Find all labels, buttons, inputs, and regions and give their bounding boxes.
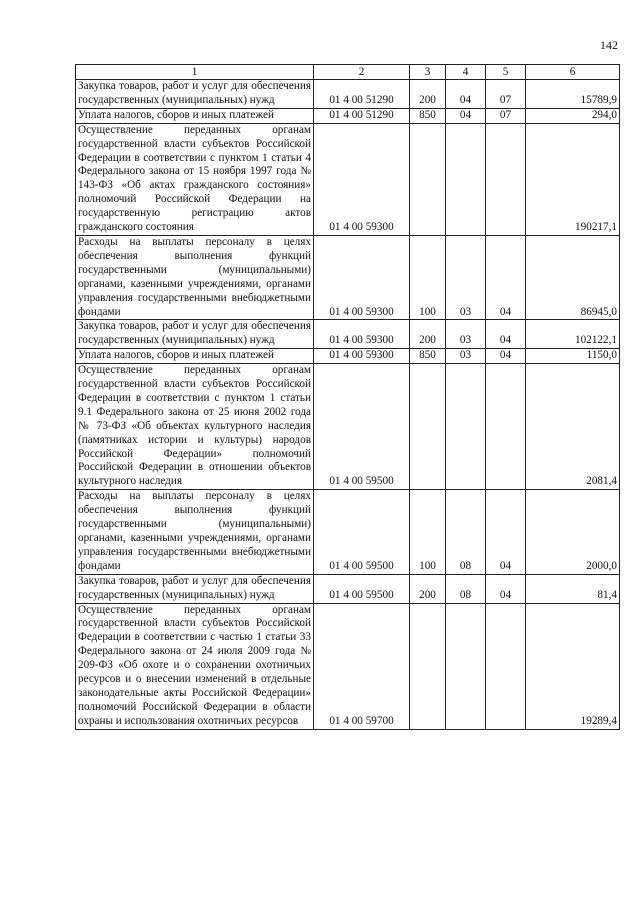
row-expense-type: 100	[410, 490, 446, 574]
row-section: 08	[446, 490, 486, 574]
table-row	[76, 123, 620, 235]
row-description: Закупка товаров, работ и услуг для обеспечения государственных (муниципальных) нужд	[76, 80, 314, 109]
row-subsection: 07	[486, 80, 526, 109]
row-target-code: 01 4 00 59500	[314, 364, 410, 490]
row-expense-type: 100	[410, 235, 446, 319]
row-target-code: 01 4 00 59500	[314, 490, 410, 574]
row-amount: 19289,4	[526, 603, 620, 729]
row-section	[446, 364, 486, 490]
row-amount: 2000,0	[526, 490, 620, 574]
row-target-code: 01 4 00 59300	[314, 123, 410, 235]
row-amount: 2081,4	[526, 364, 620, 490]
table-row	[76, 80, 620, 109]
row-subsection	[486, 364, 526, 490]
table-row	[76, 349, 620, 364]
column-header-2: 2	[314, 65, 410, 80]
row-description: Уплата налогов, сборов и иных платежей	[76, 349, 314, 364]
row-expense-type: 200	[410, 80, 446, 109]
row-description: Расходы на выплаты персоналу в целях обеспечения выполнения функций государственными (муниципальными) органами, казенными учреждениями, органами управления государственными внебюджетными фондами	[76, 490, 314, 574]
header-row	[76, 65, 620, 80]
row-target-code: 01 4 00 59300	[314, 235, 410, 319]
table-row	[76, 108, 620, 123]
page-number: 142	[600, 38, 618, 52]
row-expense-type: 850	[410, 108, 446, 123]
row-section: 04	[446, 108, 486, 123]
row-section: 03	[446, 235, 486, 319]
row-target-code: 01 4 00 51290	[314, 108, 410, 123]
budget-table	[75, 64, 620, 730]
row-subsection: 07	[486, 108, 526, 123]
row-target-code: 01 4 00 59700	[314, 603, 410, 729]
row-target-code: 01 4 00 59300	[314, 349, 410, 364]
row-section: 03	[446, 349, 486, 364]
table-row	[76, 574, 620, 603]
row-section: 08	[446, 574, 486, 603]
row-description: Осуществление переданных органам государственной власти субъектов Российской Федерации в соответствии с пунктом 1 статьи 4 Федерального закона от 15 ноября 1997 года № 143-ФЗ «Об актах гражданского состояния» полномочий Российской Федерации на государственную регистрацию актов гражданского состояния	[76, 123, 314, 235]
row-amount: 1150,0	[526, 349, 620, 364]
table-row	[76, 603, 620, 729]
row-target-code: 01 4 00 51290	[314, 80, 410, 109]
row-subsection: 04	[486, 235, 526, 319]
table-row	[76, 364, 620, 490]
row-section: 04	[446, 80, 486, 109]
row-amount: 15789,9	[526, 80, 620, 109]
row-description: Осуществление переданных органам государственной власти субъектов Российской Федерации в соответствии с частью 1 статьи 33 Федерального закона от 24 июля 2009 года № 209-ФЗ «Об охоте и о сохранении охотничьих ресурсов и о внесении изменений в отдельные законодательные акты Российской Федерации» полномочий Российской Федерации в области охраны и использования охотничьих ресурсов	[76, 603, 314, 729]
column-header-3: 3	[410, 65, 446, 80]
row-description: Осуществление переданных органам государственной власти субъектов Российской Федерации в соответствии с пунктом 1 статьи 9.1 Федерального закона от 25 июня 2002 года № 73-ФЗ «Об объектах культурного наследия (памятниках истории и культуры) народов Российской Федерации» полномочий Российской Федерации в отношении объектов культурного наследия	[76, 364, 314, 490]
row-amount: 190217,1	[526, 123, 620, 235]
row-subsection: 04	[486, 320, 526, 349]
row-description: Закупка товаров, работ и услуг для обеспечения государственных (муниципальных) нужд	[76, 320, 314, 349]
column-header-1: 1	[76, 65, 314, 80]
row-description: Закупка товаров, работ и услуг для обеспечения государственных (муниципальных) нужд	[76, 574, 314, 603]
row-expense-type	[410, 364, 446, 490]
row-target-code: 01 4 00 59500	[314, 574, 410, 603]
row-subsection	[486, 123, 526, 235]
column-header-6: 6	[526, 65, 620, 80]
table-row	[76, 490, 620, 574]
row-amount: 294,0	[526, 108, 620, 123]
row-amount: 102122,1	[526, 320, 620, 349]
row-subsection	[486, 603, 526, 729]
row-expense-type: 200	[410, 574, 446, 603]
column-header-5: 5	[486, 65, 526, 80]
row-section	[446, 123, 486, 235]
row-expense-type	[410, 603, 446, 729]
row-section	[446, 603, 486, 729]
row-amount: 86945,0	[526, 235, 620, 319]
row-section: 03	[446, 320, 486, 349]
row-description: Уплата налогов, сборов и иных платежей	[76, 108, 314, 123]
row-amount: 81,4	[526, 574, 620, 603]
row-target-code: 01 4 00 59300	[314, 320, 410, 349]
column-header-4: 4	[446, 65, 486, 80]
row-subsection: 04	[486, 349, 526, 364]
row-expense-type	[410, 123, 446, 235]
row-description: Расходы на выплаты персоналу в целях обеспечения выполнения функций государственными (муниципальными) органами, казенными учреждениями, органами управления государственными внебюджетными фондами	[76, 235, 314, 319]
table-row	[76, 235, 620, 319]
table-row	[76, 320, 620, 349]
row-subsection: 04	[486, 490, 526, 574]
row-subsection: 04	[486, 574, 526, 603]
row-expense-type: 850	[410, 349, 446, 364]
row-expense-type: 200	[410, 320, 446, 349]
